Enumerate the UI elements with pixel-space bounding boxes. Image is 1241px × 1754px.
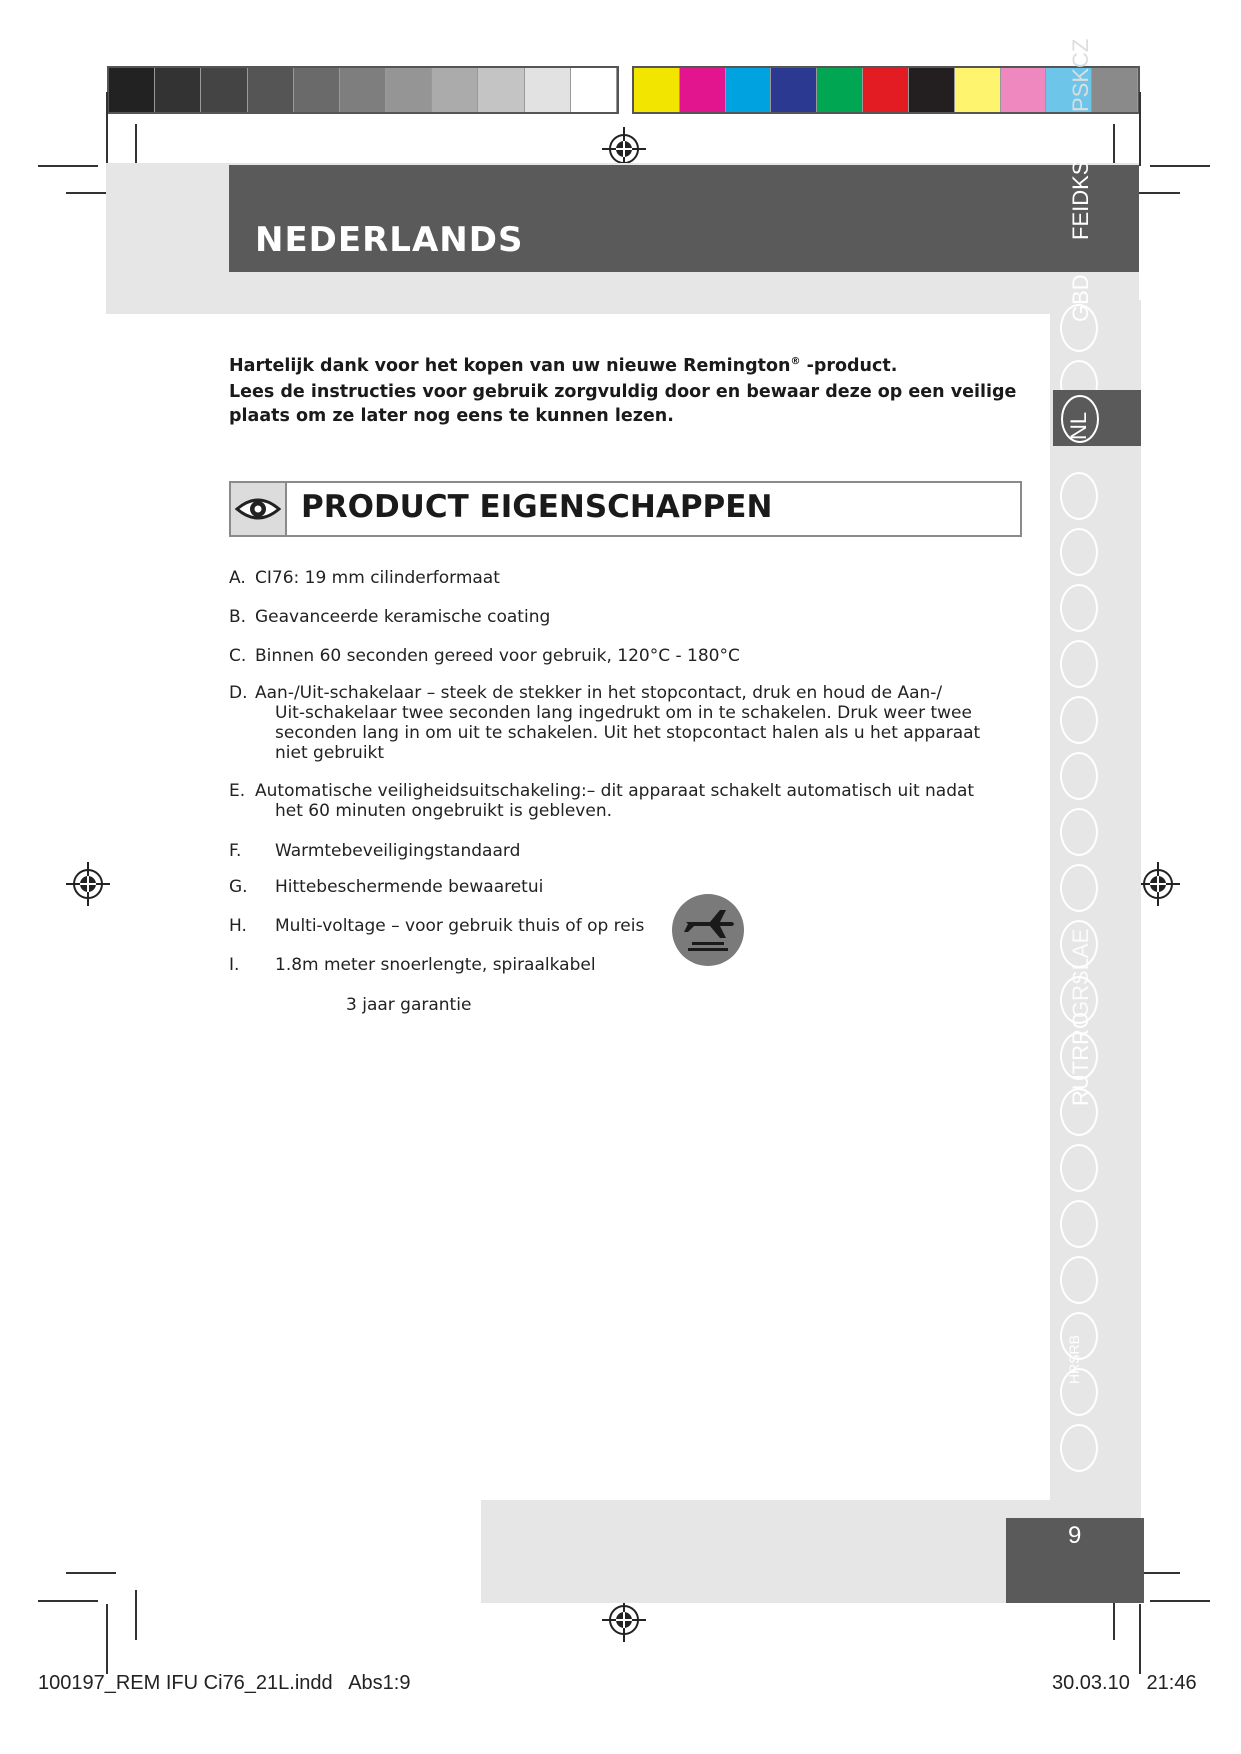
feature-item: B. Geavanceerde keramische coating (229, 607, 551, 627)
color-swatch (294, 68, 340, 112)
registration-mark-icon (602, 1598, 646, 1642)
tab-circle-icon (1060, 1200, 1098, 1248)
language-tab-label: PSKCZ (1068, 38, 1093, 112)
color-swatch (432, 68, 478, 112)
language-tab-label-active: NL (1066, 411, 1091, 440)
color-swatch (155, 68, 201, 112)
crop-mark (38, 165, 98, 167)
warranty-text: 3 jaar garantie (346, 995, 472, 1015)
color-swatch (571, 68, 617, 112)
color-swatch (386, 68, 432, 112)
language-tab-label: GRSLAE (1068, 928, 1093, 1018)
feature-item: E. Automatische veiligheidsuitschakeling:– dit apparaat schakelt automatisch uit nadat het 60 minuten ongebruikt is gebleven. (229, 781, 975, 821)
intro-line-1: Hartelijk dank voor het kopen van uw nieuwe Remington® -product. (229, 356, 898, 376)
color-swatch (1001, 68, 1047, 112)
gray-scale-color-bar (107, 66, 619, 114)
feature-item: C. Binnen 60 seconden gereed voor gebruik, 120°C - 180°C (229, 646, 740, 666)
color-swatch (201, 68, 247, 112)
language-tab-label: GBD (1068, 274, 1093, 322)
feature-item: A. CI76: 19 mm cilinderformaat (229, 568, 500, 588)
intro-line-3: plaats om ze later nog eens te kunnen lezen. (229, 406, 674, 426)
language-tab-label: HRSRB (1066, 1334, 1082, 1384)
tab-circle-icon (1060, 528, 1098, 576)
crop-mark (135, 1590, 137, 1640)
footer-date-time: 30.03.10 21:46 (1052, 1672, 1197, 1694)
footer-file-info: 100197_REM IFU Ci76_21L.indd Abs1:9 (38, 1672, 411, 1694)
color-swatch (771, 68, 817, 112)
tab-circle-icon (1060, 696, 1098, 744)
page-number: 9 (1068, 1522, 1082, 1549)
crop-mark (66, 1572, 116, 1574)
airplane-icon (670, 892, 746, 968)
eye-icon (231, 483, 285, 535)
color-swatch (680, 68, 726, 112)
tab-circle-icon (1060, 640, 1098, 688)
crop-mark (1139, 1604, 1141, 1674)
color-swatch (909, 68, 955, 112)
color-swatch (726, 68, 772, 112)
intro-line-2: Lees de instructies voor gebruik zorgvuldig door en bewaar deze op een veilige (229, 382, 1017, 402)
tab-circle-icon (1060, 752, 1098, 800)
tab-circle-icon (1060, 472, 1098, 520)
registration-mark-icon (66, 862, 110, 906)
crop-mark (38, 1600, 98, 1602)
color-swatch (525, 68, 571, 112)
color-swatch (634, 68, 680, 112)
crop-mark (1150, 165, 1210, 167)
crop-mark (106, 1604, 108, 1674)
feature-item: H. Multi-voltage – voor gebruik thuis of op reis (229, 916, 645, 936)
color-swatch (478, 68, 524, 112)
color-swatch (109, 68, 155, 112)
color-swatch (340, 68, 386, 112)
tab-circle-icon (1060, 808, 1098, 856)
feature-item: F. Warmtebeveiligingstandaard (229, 841, 521, 861)
color-swatch (955, 68, 1001, 112)
color-swatch (248, 68, 294, 112)
tab-circle-icon (1060, 864, 1098, 912)
feature-item: D. Aan-/Uit-schakelaar – steek de stekker in het stopcontact, druk en houd de Aan-/ Uit-schakelaar twee seconden lang ingedrukt om in te schakelen. Druk weer twee seconden lang in om uit te schakelen. Uit het stopcontact halen als u het apparaat niet gebruikt (229, 683, 981, 763)
language-tab-label: FEIDKS (1068, 160, 1093, 240)
tab-circle-icon (1060, 584, 1098, 632)
section-icon-cell (231, 483, 287, 535)
tab-circle-icon (1060, 1424, 1098, 1472)
feature-item: G. Hittebeschermende bewaaretui (229, 877, 544, 897)
color-swatch (817, 68, 863, 112)
section-heading (229, 481, 1022, 537)
page-title: NEDERLANDS (255, 220, 524, 260)
registration-mark-icon (1136, 862, 1180, 906)
tab-circle-icon (1060, 1144, 1098, 1192)
process-color-bar (632, 66, 1140, 114)
feature-item: I. 1.8m meter snoerlengte, spiraalkabel (229, 955, 596, 975)
crop-mark (1150, 1600, 1210, 1602)
color-swatch (1092, 68, 1138, 112)
section-title: PRODUCT EIGENSCHAPPEN (301, 489, 773, 525)
tab-circle-icon (1060, 1256, 1098, 1304)
language-tab-label: RUTRRO (1068, 1011, 1093, 1106)
crop-mark (106, 92, 108, 166)
color-swatch (863, 68, 909, 112)
crop-mark (1139, 92, 1141, 166)
